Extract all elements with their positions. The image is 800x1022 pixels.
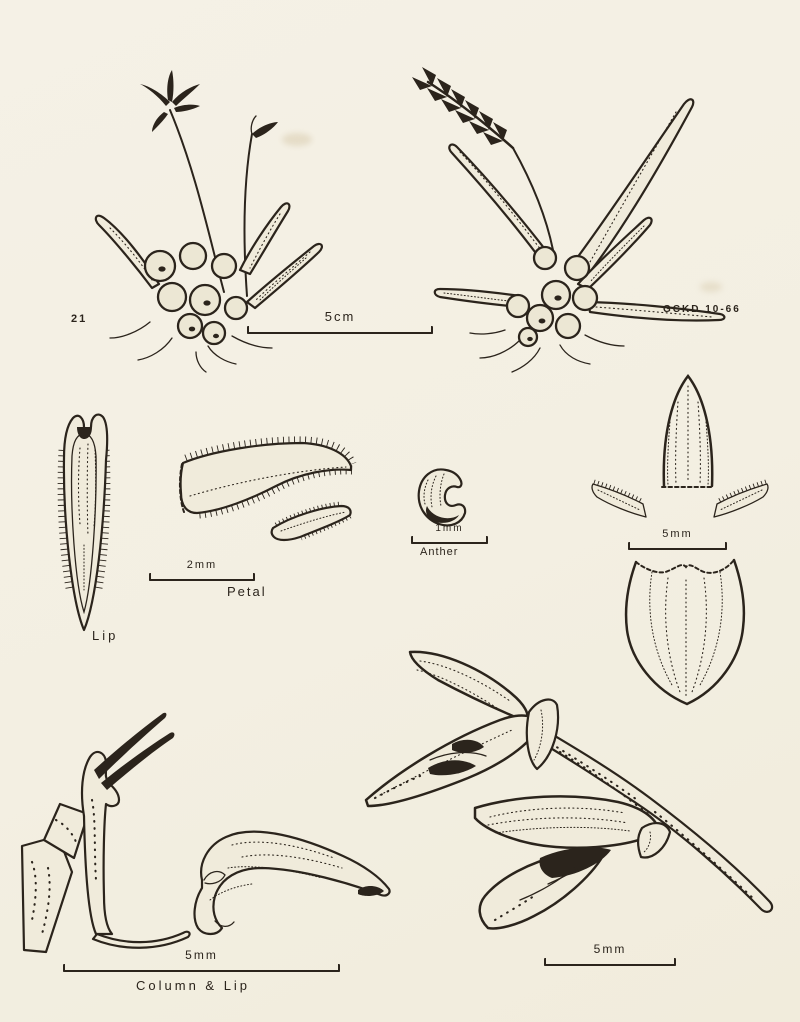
plant-habit-right-drawing	[412, 67, 724, 372]
scale-bar-flowers	[544, 943, 676, 966]
anther-drawing	[419, 469, 465, 525]
label-column-lip: Column & Lip	[136, 978, 251, 993]
scale-bar-sepals-line	[628, 542, 727, 550]
column-lip-drawing	[22, 713, 390, 952]
scale-bar-anther	[411, 523, 488, 544]
sepals-drawing	[592, 376, 768, 517]
label-anther: Anther	[420, 546, 459, 558]
scale-bar-petal	[149, 559, 255, 581]
scale-bar-flowers-line	[544, 958, 676, 966]
flower-pair-drawing	[358, 652, 772, 929]
scale-bar-habit-label: 5cm	[324, 309, 356, 324]
label-petal: Petal	[227, 584, 267, 599]
scale-bar-sepals-label: 5mm	[662, 528, 693, 540]
scale-bar-anther-label: 1mm	[435, 523, 464, 534]
synsepal-drawing	[626, 560, 744, 704]
artist-signature: GCKD 10-66	[663, 304, 741, 315]
petal-drawing	[180, 441, 352, 540]
figure-number: 21	[71, 313, 88, 325]
lip-drawing	[62, 415, 107, 630]
scale-bar-column-lip-label: 5mm	[185, 948, 218, 962]
scale-bar-anther-line	[411, 536, 488, 544]
scale-bar-flowers-label: 5mm	[593, 942, 627, 956]
scale-bar-habit	[247, 310, 433, 334]
scale-bar-habit-line	[247, 326, 433, 334]
scale-bar-column-lip-line	[63, 964, 340, 972]
scale-bar-sepals	[628, 528, 727, 550]
scale-bar-petal-label: 2mm	[186, 559, 218, 571]
label-lip: Lip	[92, 628, 119, 643]
scale-bar-column-lip	[63, 949, 340, 972]
scale-bar-petal-line	[149, 573, 255, 581]
